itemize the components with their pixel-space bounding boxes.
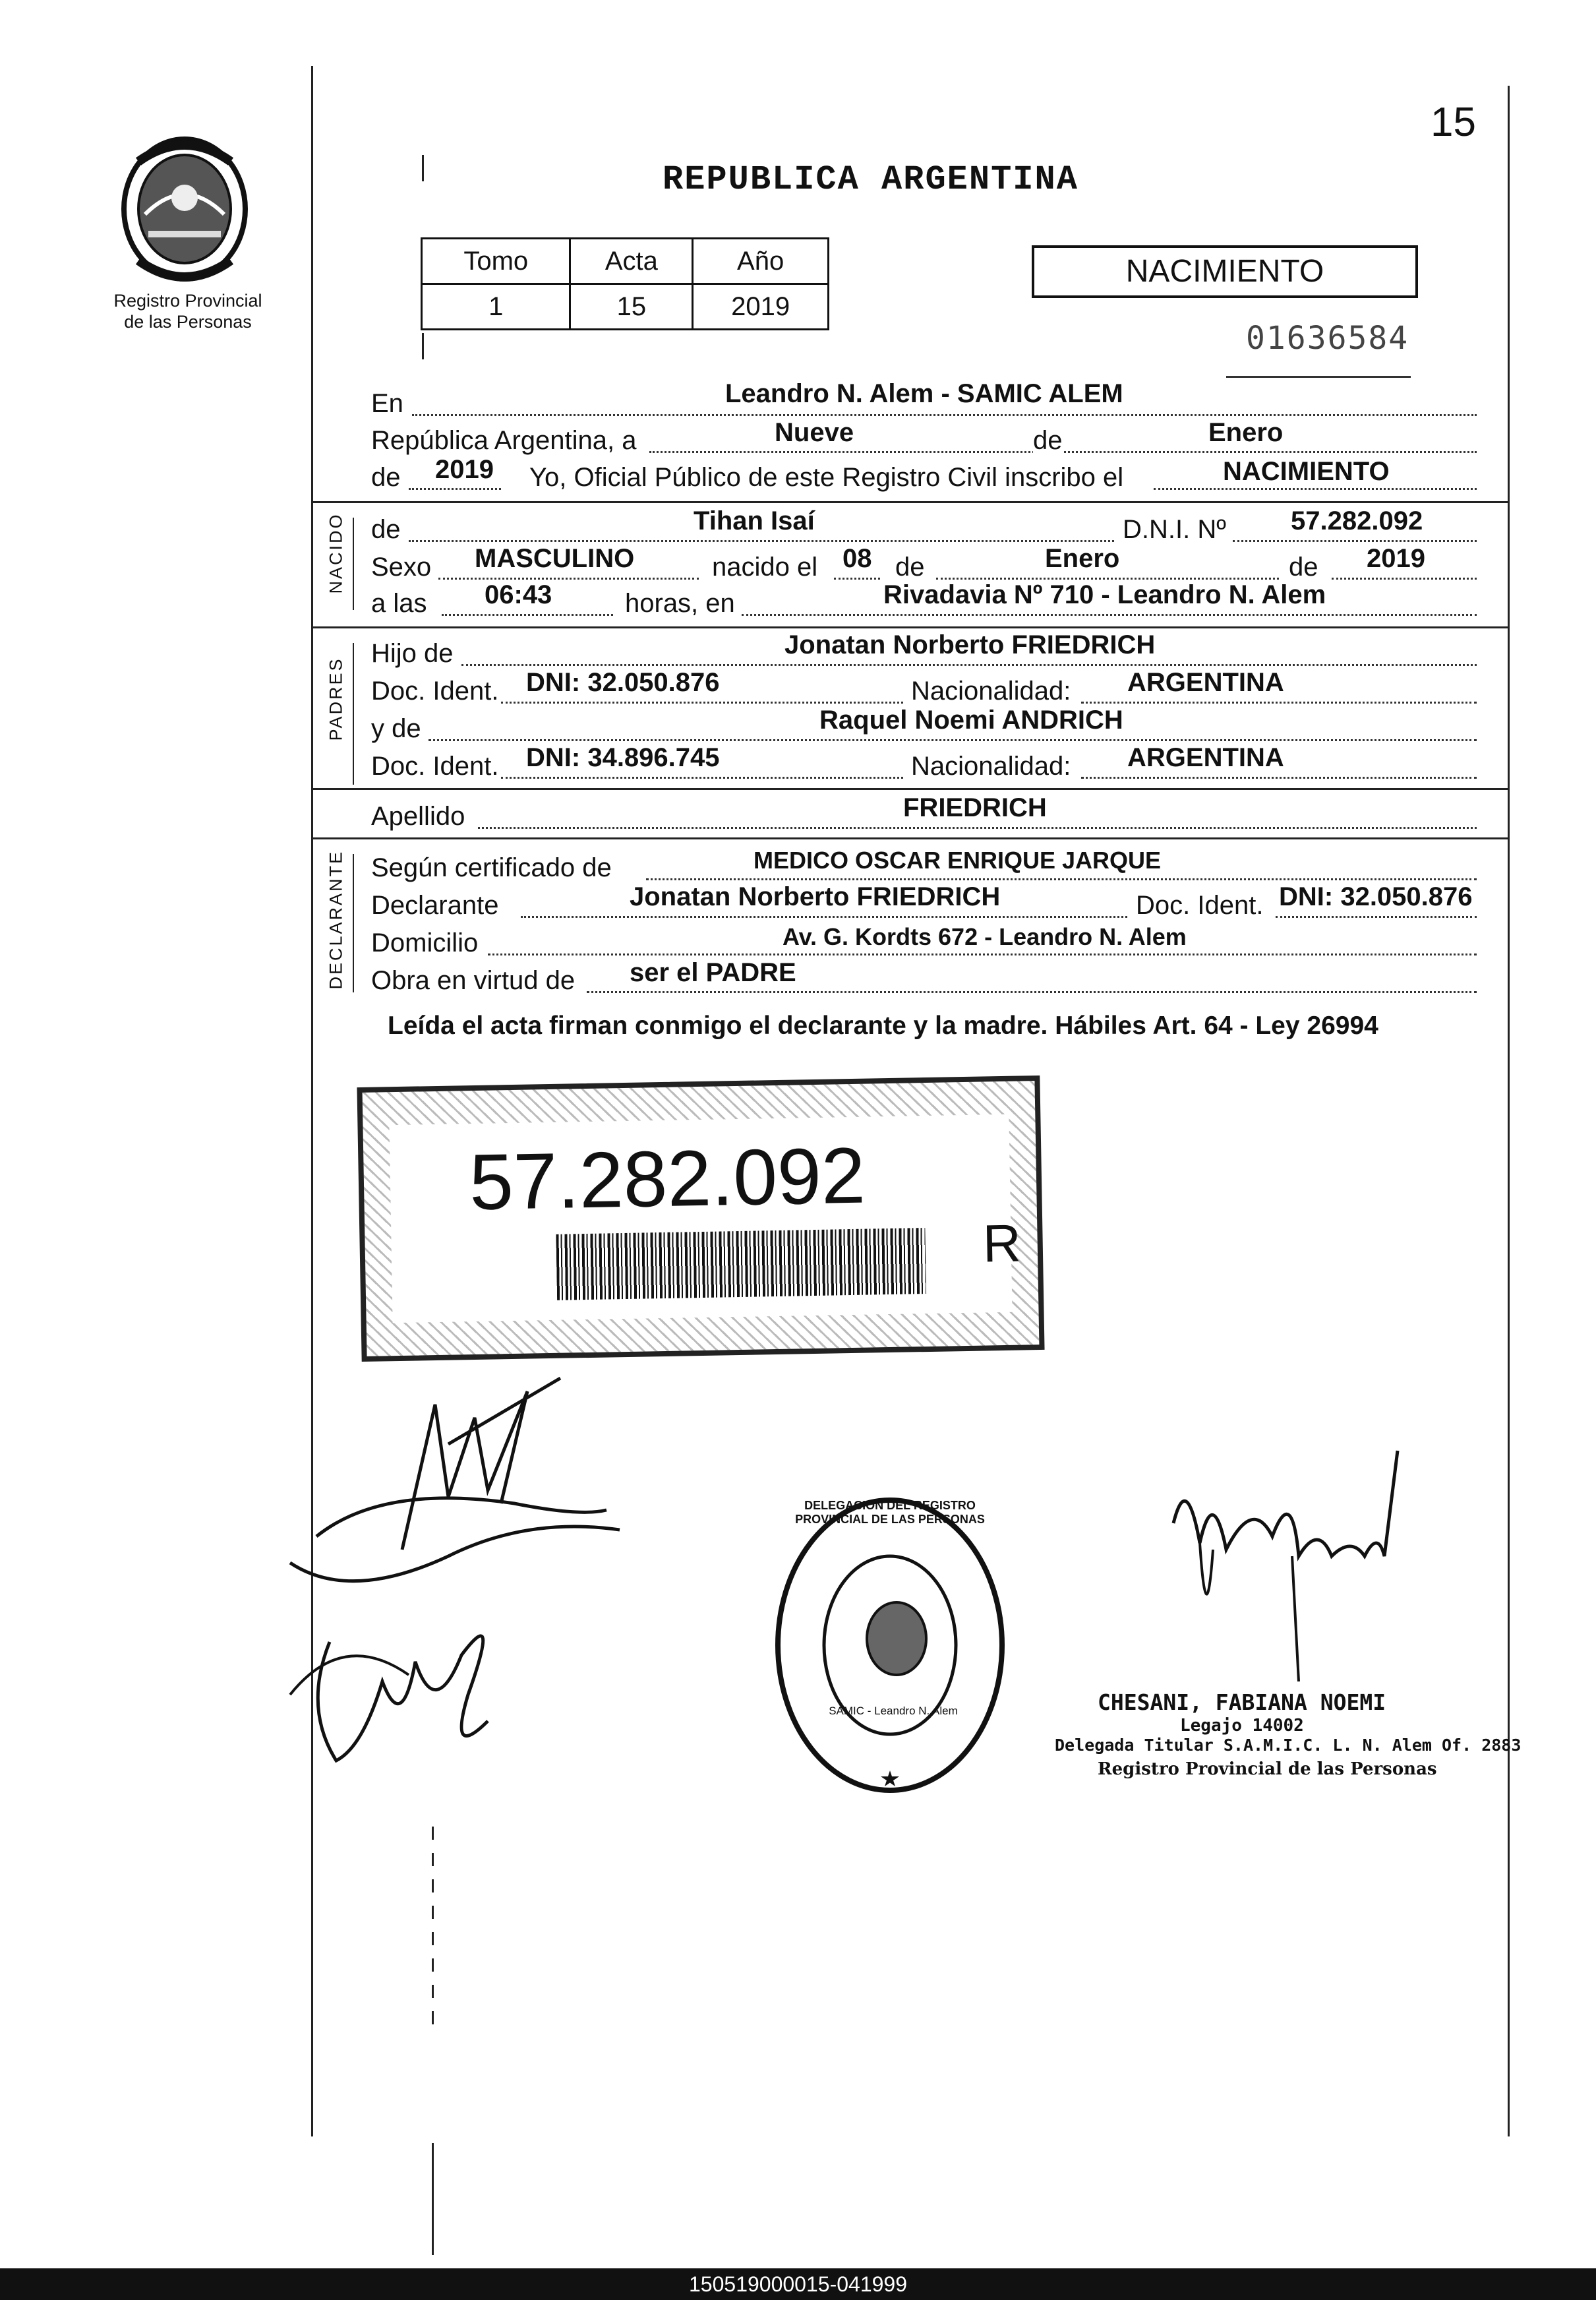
dotted-line [742, 614, 1477, 616]
apellido-value: FRIEDRICH [903, 793, 1047, 822]
barcode [556, 1228, 926, 1300]
tick-line [422, 333, 424, 359]
official-name: CHESANI, FABIANA NOEMI [1098, 1689, 1386, 1715]
section-separator [313, 837, 1508, 839]
footer-code: 150519000015-041999 [689, 2272, 907, 2296]
side-rule [353, 854, 354, 992]
dotted-line [438, 578, 699, 580]
registration-year: 2019 [435, 455, 494, 484]
official-signature [1160, 1444, 1411, 1681]
en-label: En [371, 389, 403, 418]
birth-day: 08 [842, 544, 872, 573]
dotted-line [834, 578, 880, 580]
table-cell-acta: 15 [570, 284, 693, 330]
footer-bar [0, 2268, 1596, 2300]
section-separator [313, 626, 1508, 628]
official-legajo: Legajo 14002 [1180, 1716, 1304, 1736]
father-name: Jonatan Norberto FRIEDRICH [784, 630, 1156, 659]
dni-label: D.N.I. Nº [1123, 515, 1226, 544]
birth-hour: 06:43 [485, 580, 552, 609]
closing-text: Leída el acta firman conmigo el declarante y la madre. Hábiles Art. 64 - Ley 26994 [388, 1012, 1378, 1040]
dni-stamp [357, 1075, 1044, 1362]
inscribo-value: NACIMIENTO [1223, 457, 1390, 486]
official-registry: Registro Provincial de las Personas [1098, 1759, 1437, 1779]
delegation-seal [771, 1494, 1009, 1797]
de-label: de [371, 515, 401, 544]
declarant-signature [251, 1365, 659, 1774]
segun-label: Según certificado de [371, 853, 612, 882]
dotted-line [429, 739, 1477, 741]
child-name: Tihan Isaí [694, 506, 815, 535]
seal-inner-text: SAMIC - Leandro N. Alem [829, 1705, 958, 1717]
seal-icon [771, 1494, 1009, 1797]
dotted-line [478, 827, 1477, 829]
sexo-value: MASCULINO [475, 544, 635, 573]
domicilio-value: Av. G. Kordts 672 - Leandro N. Alem [783, 923, 1187, 950]
declarante-label: Declarante [371, 891, 499, 920]
dni-stamp-number: 57.282.092 [468, 1131, 866, 1227]
birth-month: Enero [1045, 544, 1120, 573]
yde-label: y de [371, 714, 421, 743]
en-value: Leandro N. Alem - SAMIC ALEM [725, 379, 1123, 408]
section-separator [313, 788, 1508, 790]
horas-label: horas, en [625, 589, 735, 618]
side-label-declarante: DECLARANTE [326, 849, 346, 990]
doc-ident-label: Doc. Ident. [1136, 891, 1264, 920]
sexo-label: Sexo [371, 553, 432, 582]
dotted-line [936, 578, 1279, 580]
document-type-box [1032, 245, 1418, 298]
mother-doc: DNI: 34.896.745 [526, 743, 720, 772]
declarante-name: Jonatan Norberto FRIEDRICH [630, 882, 1001, 911]
dotted-line [587, 991, 1477, 993]
inscribo-text: Yo, Oficial Público de este Registro Civil inscribo el [529, 463, 1124, 492]
nacionalidad-label: Nacionalidad: [911, 752, 1071, 781]
obra-value: ser el PADRE [630, 958, 796, 987]
side-label-nacido: NACIDO [326, 512, 346, 594]
de-label: de [1289, 553, 1318, 582]
dotted-line [1276, 916, 1477, 918]
table-header-tomo: Tomo [422, 239, 570, 284]
dotted-line [461, 664, 1477, 666]
doc-ident-label: Doc. Ident. [371, 752, 499, 781]
dni-stamp-letter: R [982, 1213, 1022, 1273]
nacido-label: nacido el [712, 553, 818, 582]
tick-line [422, 155, 424, 181]
dotted-line [442, 614, 613, 616]
dotted-line [1081, 777, 1477, 779]
registry-logo [119, 135, 251, 284]
de-label: de [371, 463, 401, 492]
dotted-line [1332, 578, 1477, 580]
mother-nationality: ARGENTINA [1127, 743, 1284, 772]
dotted-line [521, 916, 1127, 918]
birth-place: Rivadavia Nº 710 - Leandro N. Alem [883, 580, 1326, 609]
child-dni: 57.282.092 [1291, 506, 1423, 535]
mother-name: Raquel Noemi ANDRICH [819, 706, 1123, 735]
alas-label: a las [371, 589, 427, 618]
dotted-line [646, 878, 1477, 880]
dotted-line [409, 488, 501, 490]
registration-day: Nueve [775, 418, 854, 447]
segun-value: MEDICO OSCAR ENRIQUE JARQUE [754, 847, 1162, 874]
dotted-line [412, 414, 1477, 416]
side-label-padres: PADRES [326, 657, 346, 741]
table-cell-tomo: 1 [422, 284, 570, 330]
dotted-line [1081, 702, 1477, 704]
side-rule [353, 643, 354, 785]
table-cell-ano: 2019 [693, 284, 829, 330]
dotted-line [409, 540, 1114, 542]
domicilio-label: Domicilio [371, 928, 479, 957]
hijo-label: Hijo de [371, 639, 454, 668]
page-number: 15 [1431, 100, 1476, 145]
seal-outer-text: DELEGACION DEL REGISTRO PROVINCIAL DE LAS PERSONAS [795, 1499, 985, 1526]
official-role: Delegada Titular S.A.M.I.C. L. N. Alem Of. 2883 [1055, 1736, 1522, 1755]
table-header-acta: Acta [570, 239, 693, 284]
document-type-label: NACIMIENTO [1125, 254, 1324, 289]
side-rule [353, 518, 354, 610]
province-coat-of-arms-icon [119, 135, 251, 284]
father-doc: DNI: 32.050.876 [526, 668, 720, 697]
de-label: de [895, 553, 925, 582]
page-title: REPUBLICA ARGENTINA [663, 160, 1079, 199]
table-header-ano: Año [693, 239, 829, 284]
de-label: de [1033, 426, 1063, 455]
dotted-line [501, 702, 903, 704]
birth-year: 2019 [1367, 544, 1425, 573]
obra-label: Obra en virtud de [371, 966, 576, 995]
dotted-line [488, 953, 1477, 955]
republica-label: República Argentina, a [371, 426, 637, 455]
tick-line [432, 1827, 434, 2024]
declarante-doc: DNI: 32.050.876 [1279, 882, 1473, 911]
section-separator [313, 501, 1508, 503]
doc-ident-label: Doc. Ident. [371, 677, 499, 706]
tick-line [432, 2143, 434, 2255]
dotted-line [649, 451, 1477, 453]
serial-number: 01636584 [1246, 320, 1409, 357]
left-margin-line [311, 66, 313, 2136]
serial-underline [1226, 376, 1411, 378]
registration-month: Enero [1208, 418, 1284, 447]
registry-logo-text: Registro Provincial de las Personas [113, 291, 262, 332]
dotted-line [501, 777, 903, 779]
apellido-label: Apellido [371, 802, 465, 831]
dotted-line [1233, 540, 1477, 542]
dotted-line [1154, 488, 1477, 490]
record-table [421, 237, 829, 330]
father-nationality: ARGENTINA [1127, 668, 1284, 697]
nacionalidad-label: Nacionalidad: [911, 677, 1071, 706]
right-margin-line [1508, 86, 1510, 2136]
